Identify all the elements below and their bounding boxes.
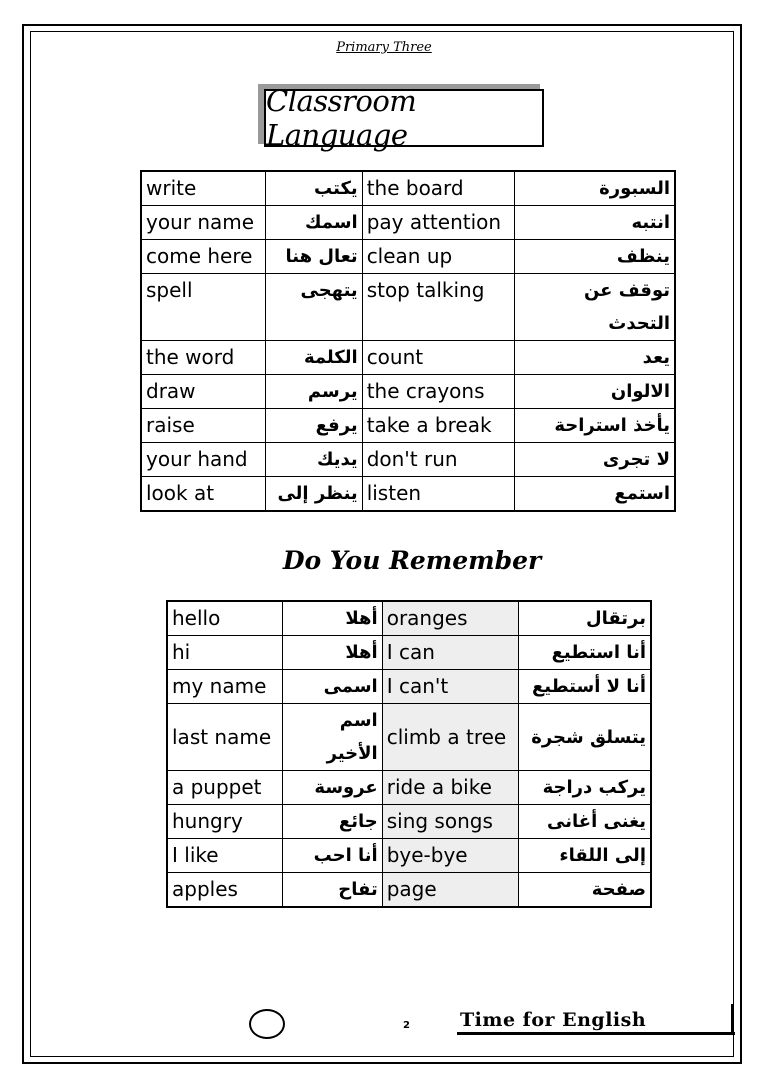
arabic-word: يركب دراجة (519, 771, 651, 805)
arabic-word: عروسة (283, 771, 383, 805)
arabic-word: يرفع (265, 409, 362, 443)
arabic-word: ينظف (515, 240, 675, 274)
table-row (141, 171, 675, 206)
english-word: hungry (167, 805, 283, 839)
page-title: Classroom Language (264, 89, 544, 147)
english-word: oranges (382, 601, 518, 636)
arabic-word: الالوان (515, 375, 675, 409)
english-word: a puppet (167, 771, 283, 805)
english-word: look at (141, 477, 265, 512)
arabic-word: صفحة (519, 873, 651, 908)
arabic-word: ينظر إلى (265, 477, 362, 512)
english-word: my name (167, 670, 283, 704)
table-row (167, 873, 651, 908)
english-word: pay attention (362, 206, 515, 240)
arabic-word: يأخذ استراحة (515, 409, 675, 443)
english-word: count (362, 341, 515, 375)
page-number: 2 (403, 1020, 410, 1031)
arabic-word: أنا لا أستطيع (519, 670, 651, 704)
english-word: raise (141, 409, 265, 443)
table-row (167, 704, 651, 771)
english-word: I can't (382, 670, 518, 704)
english-word: ride a bike (382, 771, 518, 805)
english-word: your name (141, 206, 265, 240)
english-word: draw (141, 375, 265, 409)
arabic-word: لا تجرى (515, 443, 675, 477)
english-word: page (382, 873, 518, 908)
english-word: I can (382, 636, 518, 670)
page-circle-icon (249, 1009, 285, 1039)
arabic-word: اسم الأخير (283, 704, 383, 771)
english-word: stop talking (362, 274, 515, 341)
english-word: bye-bye (382, 839, 518, 873)
table-row (141, 375, 675, 409)
arabic-word: جائع (283, 805, 383, 839)
arabic-word: إلى اللقاء (519, 839, 651, 873)
english-word: your hand (141, 443, 265, 477)
english-word: last name (167, 704, 283, 771)
english-word: take a break (362, 409, 515, 443)
arabic-word: يكتب (265, 171, 362, 206)
arabic-word: يرسم (265, 375, 362, 409)
english-word: hello (167, 601, 283, 636)
arabic-word: استمع (515, 477, 675, 512)
english-word: sing songs (382, 805, 518, 839)
table-row (167, 839, 651, 873)
table-row (167, 670, 651, 704)
arabic-word: تفاح (283, 873, 383, 908)
arabic-word: الكلمة (265, 341, 362, 375)
arabic-word: برتقال (519, 601, 651, 636)
english-word: listen (362, 477, 515, 512)
table-row (167, 805, 651, 839)
english-word: clean up (362, 240, 515, 274)
arabic-word: أنا احب (283, 839, 383, 873)
table-row (167, 771, 651, 805)
arabic-word: يديك (265, 443, 362, 477)
table-row (141, 274, 675, 341)
english-word: write (141, 171, 265, 206)
english-word: don't run (362, 443, 515, 477)
arabic-word: أنا استطيع (519, 636, 651, 670)
english-word: climb a tree (382, 704, 518, 771)
classroom-language-table (140, 170, 676, 512)
english-word: the word (141, 341, 265, 375)
table-row (167, 636, 651, 670)
arabic-word: يتهجى (265, 274, 362, 341)
table-row (141, 240, 675, 274)
table-row (141, 341, 675, 375)
arabic-word: أهلا (283, 601, 383, 636)
arabic-word: السبورة (515, 171, 675, 206)
arabic-word: توقف عن التحدث (515, 274, 675, 341)
table-row (141, 477, 675, 512)
english-word: come here (141, 240, 265, 274)
english-word: spell (141, 274, 265, 341)
arabic-word: يتسلق شجرة (519, 704, 651, 771)
do-you-remember-table (166, 600, 652, 908)
footer-bar (731, 1004, 734, 1035)
table-row (141, 409, 675, 443)
table-row (167, 601, 651, 636)
english-word: hi (167, 636, 283, 670)
table-row (141, 206, 675, 240)
english-word: the board (362, 171, 515, 206)
do-you-remember-title: Do You Remember (282, 546, 542, 575)
table-row (141, 443, 675, 477)
arabic-word: يغنى أغانى (519, 805, 651, 839)
english-word: I like (167, 839, 283, 873)
arabic-word: انتبه (515, 206, 675, 240)
arabic-word: يعد (515, 341, 675, 375)
english-word: apples (167, 873, 283, 908)
footer-brand: Time for English (457, 1007, 735, 1035)
arabic-word: تعال هنا (265, 240, 362, 274)
arabic-word: اسمى (283, 670, 383, 704)
english-word: the crayons (362, 375, 515, 409)
grade-label: Primary Three (336, 40, 432, 55)
arabic-word: أهلا (283, 636, 383, 670)
arabic-word: اسمك (265, 206, 362, 240)
